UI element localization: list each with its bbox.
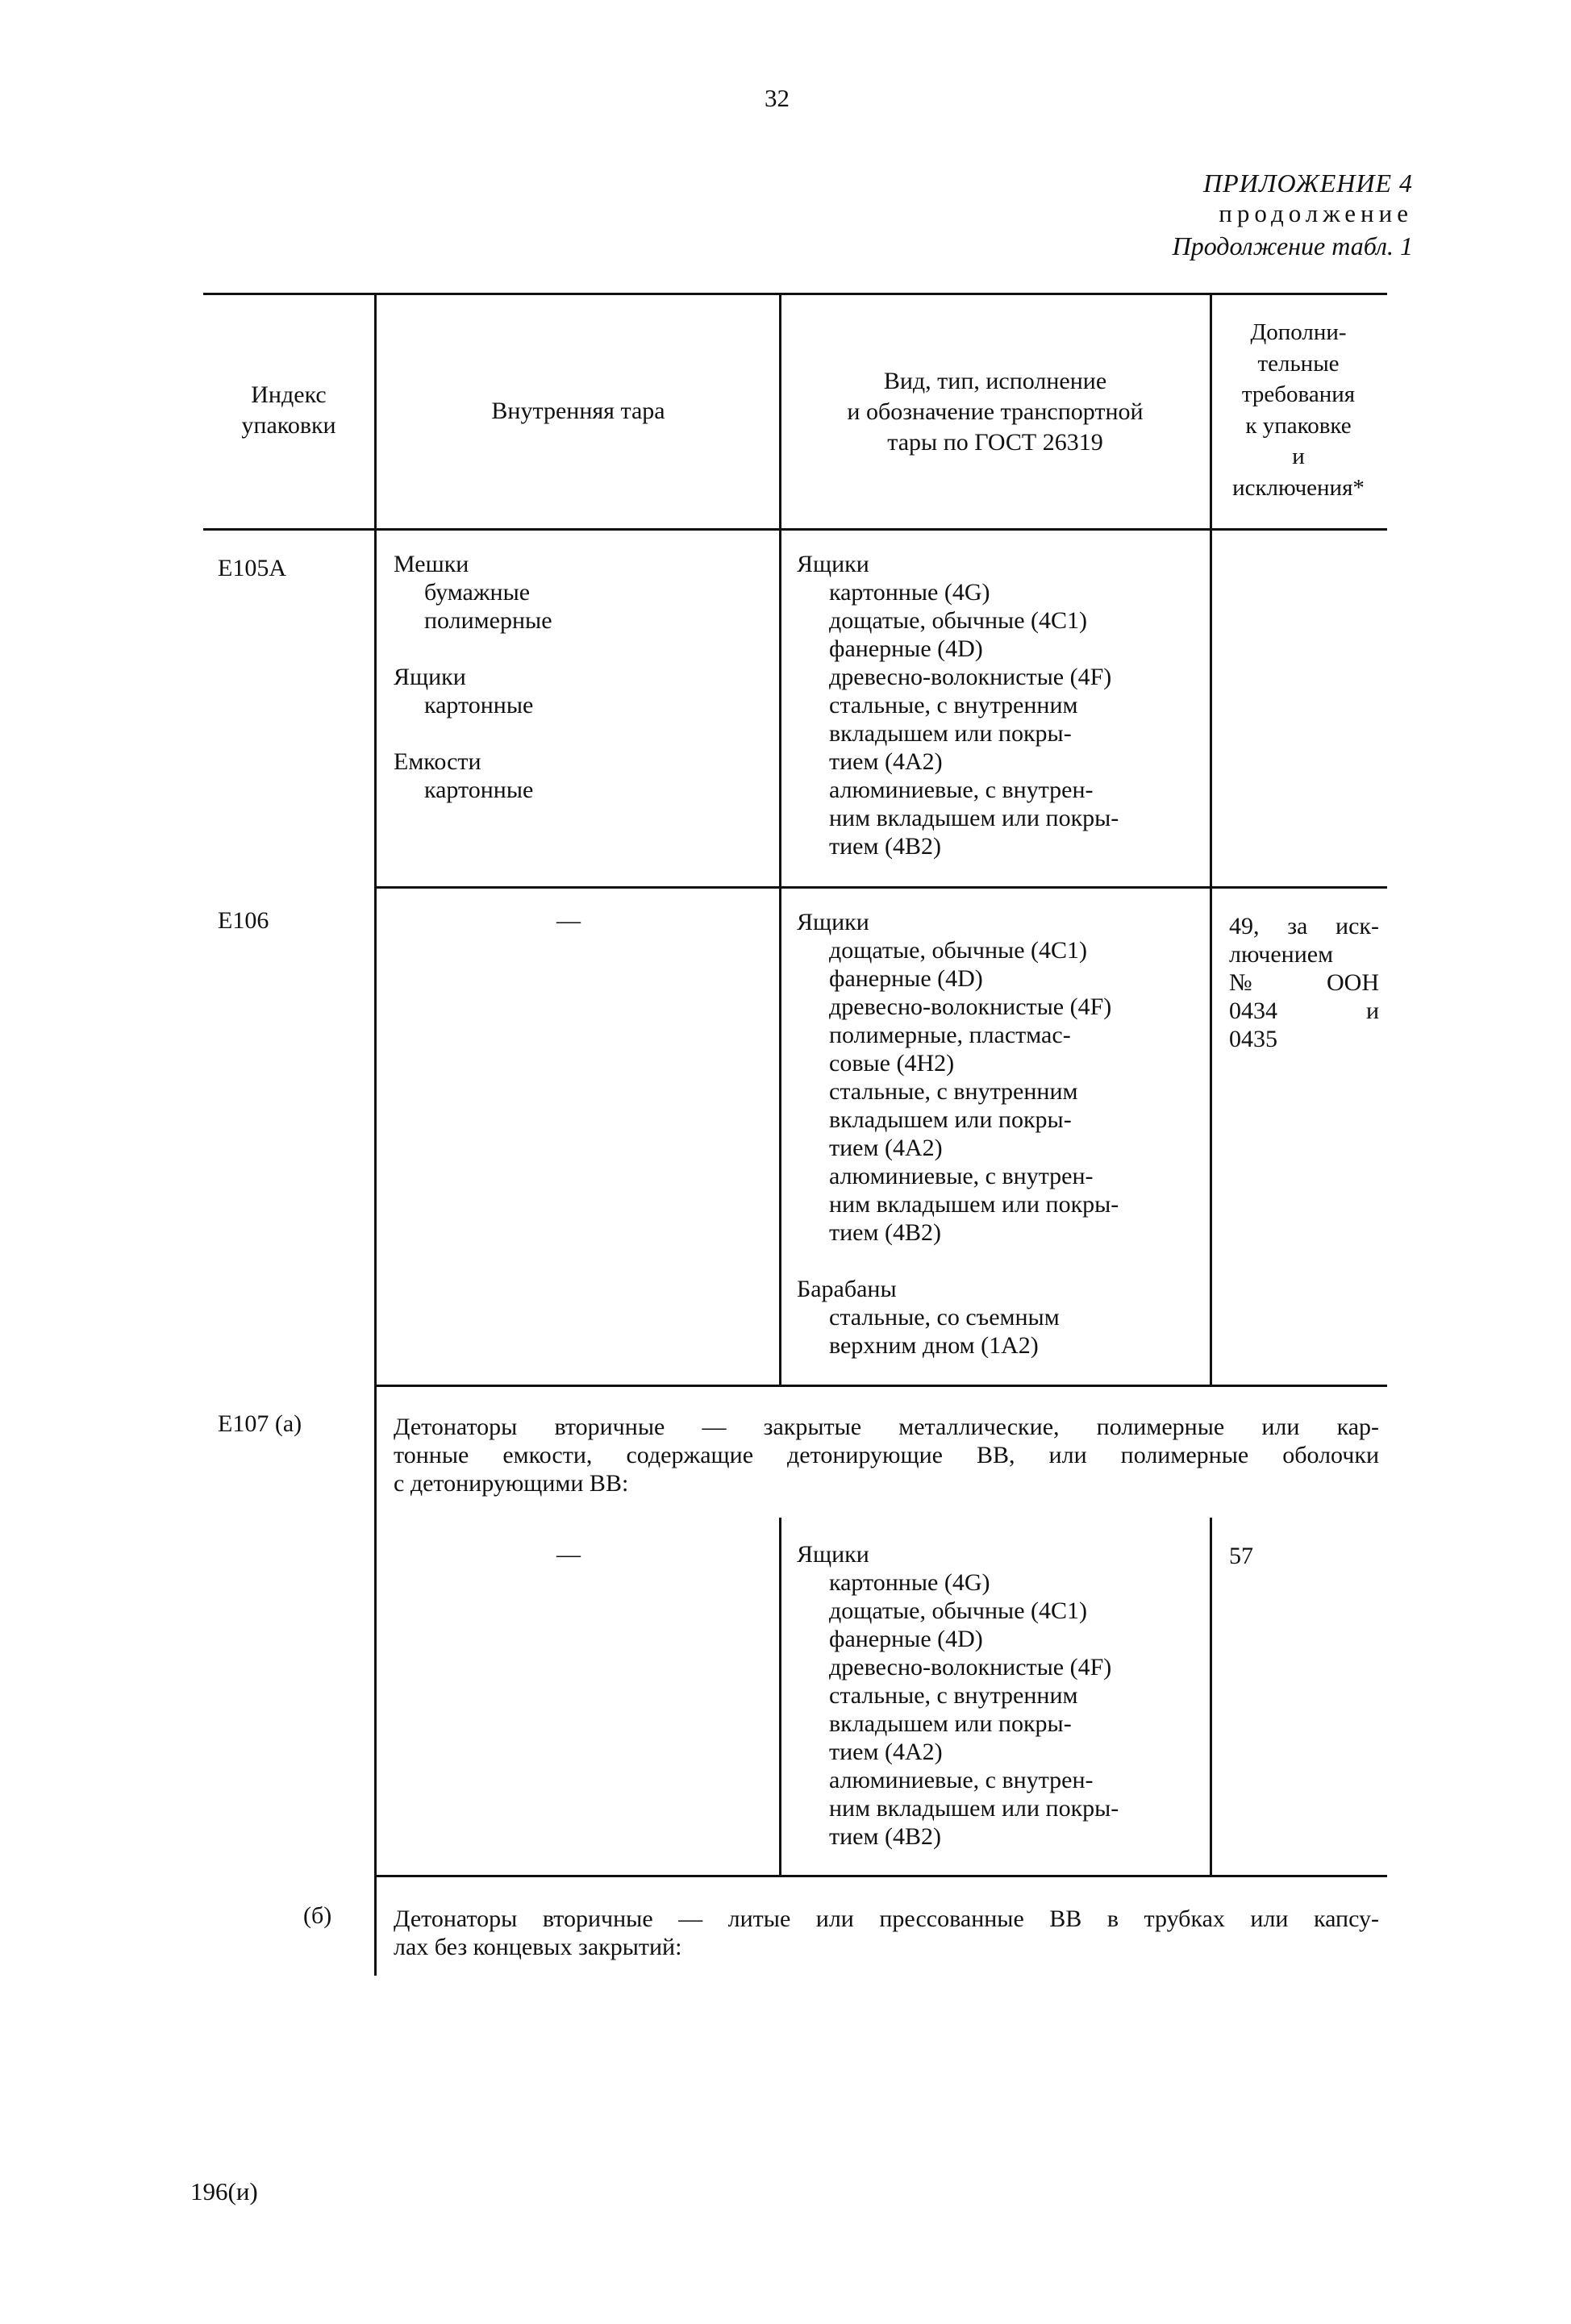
page-number: 32 [765, 84, 790, 112]
header-transport-packaging: Вид, тип, исполнение и обозначение транспортной тары по ГОСТ 26319 [847, 368, 1144, 456]
note-e107b: Детонаторы вторичные — литые или прессованные ВВ в трубках или капсу- лах без концевых закрытий: [394, 1905, 1379, 1960]
transport-column-divider-top [1210, 293, 1212, 1386]
row-index-e105a: E105A [218, 555, 286, 581]
appendix-title: ПРИЛОЖЕНИЕ 4 [1203, 169, 1413, 198]
additional-requirements-e107a: 57 [1229, 1543, 1253, 1569]
header-index: Индекс упаковки [241, 381, 336, 439]
inner-packaging-e106: — [556, 907, 581, 934]
row-index-e107a: E107 (a) [218, 1410, 302, 1437]
appendix-subtitle: продолжение [1219, 199, 1413, 227]
inner-column-divider-e107 [779, 1518, 781, 1876]
inner-packaging-e107a: — [556, 1541, 581, 1568]
note-e107a: Детонаторы вторичные — закрытые металлические, полимерные или кар- тонные емкости, содержащие детонирующие ВВ, или полимерные оболочки с детонирующими ВВ: [394, 1414, 1379, 1497]
header-inner-packaging: Внутренняя тара [491, 398, 665, 424]
transport-packaging-e107a: Ящики картонные (4G) дощатые, обычные (4C1) фанерные (4D) древесно-волокнистые (4F) стальные, с внутренним вкладышем или покры- тием (4A2) алюминиевые, с внутрен- ним вкладышем или покры- тием (4B2) [797, 1541, 1119, 1850]
header-additional-requirements: Дополни- тельные требования к упаковке и исключения* [1232, 319, 1365, 501]
additional-requirements-e106: 49, за иск- лючением № ООН 0434 и 0435 [1229, 913, 1379, 1052]
footer-print-code: 196(и) [190, 2177, 258, 2205]
row-index-e106: E106 [218, 907, 269, 934]
inner-packaging-e105a: Мешки бумажные полимерные Ящики картонные Емкости картонные [394, 551, 552, 803]
row-index-e107b: (б) [303, 1902, 332, 1929]
transport-packaging-e106: Ящики дощатые, обычные (4C1) фанерные (4D) древесно-волокнистые (4F) полимерные, пластмас- совые (4H2) стальные, с внутренним вкладышем или покры- тием (4A2) алюминиевые, с внутрен- ним вкладышем или покры- тием (4B2) Барабаны стальные, со съемным верхним дном (1A2) [797, 909, 1119, 1359]
transport-column-divider-e107 [1210, 1518, 1212, 1876]
transport-packaging-e105a: Ящики картонные (4G) дощатые, обычные (4C1) фанерные (4D) древесно-волокнистые (4F) стальные, с внутренним вкладышем или покры- тием (4A2) алюминиевые, с внутрен- ним вкладышем или покры- тием (4B2) [797, 551, 1119, 860]
row-e106-bottom-rule [374, 1385, 1387, 1387]
index-column-divider [374, 293, 377, 1976]
row-e107a-bottom-rule [374, 1875, 1387, 1877]
table-continuation-label: Продолжение табл. 1 [1172, 231, 1413, 260]
inner-column-divider-top [779, 293, 781, 1386]
row-e105a-bottom-rule [374, 886, 1387, 889]
